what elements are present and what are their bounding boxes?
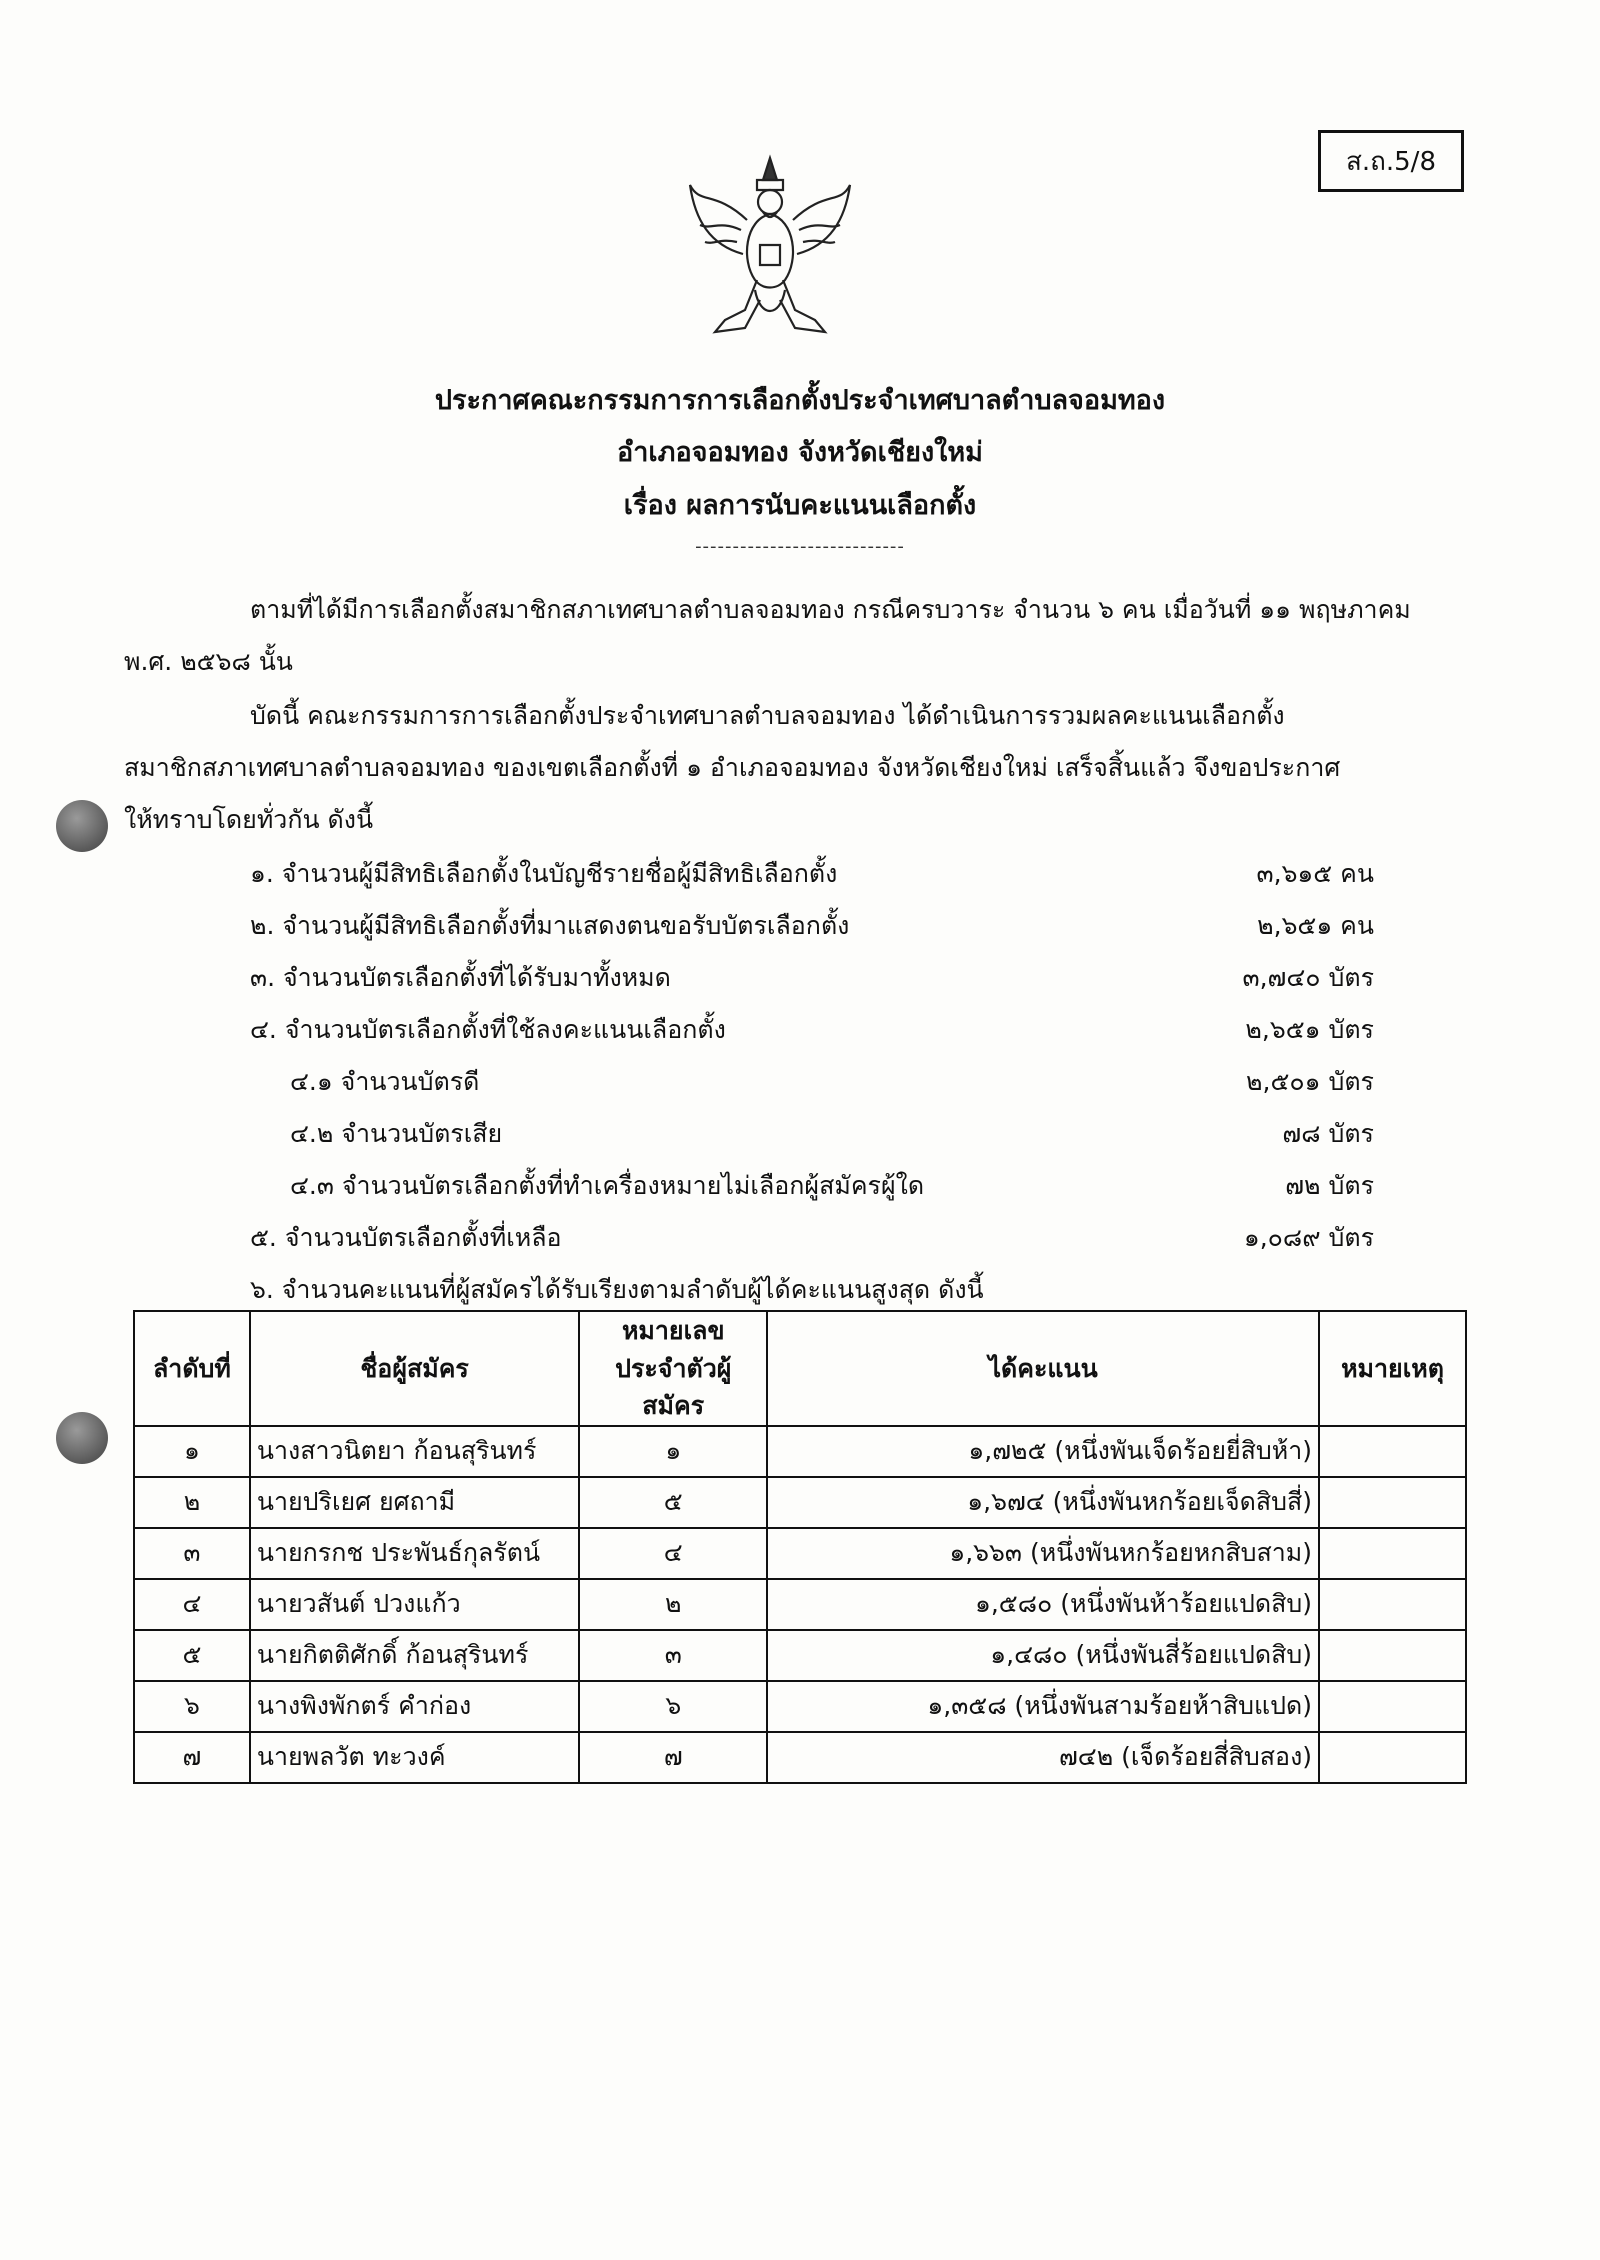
header-candidate-number-line-1: หมายเลข xyxy=(621,1316,725,1345)
cell-candidate-name: นายกรกช ประพันธ์กุลรัตน์ xyxy=(250,1528,579,1579)
cell-candidate-number: ๑ xyxy=(579,1426,767,1477)
announcement-title: ประกาศคณะกรรมการการเลือกตั้งประจำเทศบาลตำบลจอมทอง xyxy=(434,385,1166,416)
results-table xyxy=(133,1310,1467,1784)
paragraph-1-line-2: พ.ศ. ๒๕๖๘ นั้น xyxy=(124,647,293,676)
summary-subitem-value: ๗๘ บัตร xyxy=(1282,1119,1374,1148)
summary-item-value: ๑,๐๘๙ บัตร xyxy=(1243,1223,1374,1252)
cell-candidate-name: นายปริเยศ ยศถามี xyxy=(250,1477,579,1528)
title-divider: ---------------------------- xyxy=(695,536,905,557)
summary-subitem-label: ๔.๑ จำนวนบัตรดี xyxy=(290,1067,480,1096)
summary-item-label: ๓. จำนวนบัตรเลือกตั้งที่ได้รับมาทั้งหมด xyxy=(250,963,671,992)
cell-rank: ๖ xyxy=(134,1681,250,1732)
garuda-emblem-icon xyxy=(675,150,865,340)
cell-candidate-number: ๖ xyxy=(579,1681,767,1732)
cell-score: ๗๔๒ (เจ็ดร้อยสี่สิบสอง) xyxy=(767,1732,1319,1783)
cell-candidate-name: นายวสันต์ ปวงแก้ว xyxy=(250,1579,579,1630)
table-row xyxy=(134,1579,1466,1630)
summary-item-label: ๑. จำนวนผู้มีสิทธิเลือกตั้งในบัญชีรายชื่อผู้มีสิทธิเลือกตั้ง xyxy=(250,859,838,888)
header-candidate-number xyxy=(579,1311,767,1426)
summary-item-value: ๓,๗๔๐ บัตร xyxy=(1242,963,1374,992)
header-note: หมายเหตุ xyxy=(1319,1311,1466,1426)
summary-subitem-label: ๔.๓ จำนวนบัตรเลือกตั้งที่ทำเครื่องหมายไม่เลือกผู้สมัครผู้ใด xyxy=(290,1171,925,1200)
table-row xyxy=(134,1477,1466,1528)
paragraph-1-line-1: ตามที่ได้มีการเลือกตั้งสมาชิกสภาเทศบาลตำบลจอมทอง กรณีครบวาระ จำนวน ๖ คน เมื่อวันที่ ๑๑ พฤษภาคม xyxy=(250,595,1411,624)
cell-score: ๑,๓๕๘ (หนึ่งพันสามร้อยห้าสิบแปด) xyxy=(767,1681,1319,1732)
summary-subitem-value: ๒,๕๐๑ บัตร xyxy=(1246,1067,1374,1096)
summary-item-value: ๒,๖๕๑ คน xyxy=(1257,911,1374,940)
summary-item-label: ๔. จำนวนบัตรเลือกตั้งที่ใช้ลงคะแนนเลือกตั้ง xyxy=(250,1015,726,1044)
punch-hole xyxy=(56,800,108,852)
table-row xyxy=(134,1426,1466,1477)
cell-candidate-number: ๓ xyxy=(579,1630,767,1681)
cell-score: ๑,๖๖๓ (หนึ่งพันหกร้อยหกสิบสาม) xyxy=(767,1528,1319,1579)
cell-score: ๑,๗๒๕ (หนึ่งพันเจ็ดร้อยยี่สิบห้า) xyxy=(767,1426,1319,1477)
cell-rank: ๗ xyxy=(134,1732,250,1783)
cell-note xyxy=(1319,1630,1466,1681)
form-code-box: ส.ถ.5/8 xyxy=(1318,130,1464,192)
cell-candidate-number: ๔ xyxy=(579,1528,767,1579)
table-row xyxy=(134,1732,1466,1783)
header-candidate-name: ชื่อผู้สมัคร xyxy=(250,1311,579,1426)
cell-rank: ๑ xyxy=(134,1426,250,1477)
cell-candidate-number: ๒ xyxy=(579,1579,767,1630)
cell-note xyxy=(1319,1426,1466,1477)
punch-hole xyxy=(56,1412,108,1464)
cell-score: ๑,๔๘๐ (หนึ่งพันสี่ร้อยแปดสิบ) xyxy=(767,1630,1319,1681)
cell-note xyxy=(1319,1579,1466,1630)
table-row xyxy=(134,1528,1466,1579)
cell-score: ๑,๖๗๔ (หนึ่งพันหกร้อยเจ็ดสิบสี่) xyxy=(767,1477,1319,1528)
paragraph-2-line-1: บัดนี้ คณะกรรมการการเลือกตั้งประจำเทศบาลตำบลจอมทอง ได้ดำเนินการรวมผลคะแนนเลือกตั้ง xyxy=(250,701,1285,730)
cell-rank: ๒ xyxy=(134,1477,250,1528)
cell-note xyxy=(1319,1732,1466,1783)
header-candidate-number-line-2: ประจำตัวผู้สมัคร xyxy=(615,1353,732,1420)
summary-subitem-value: ๗๒ บัตร xyxy=(1285,1171,1374,1200)
summary-item-label: ๒. จำนวนผู้มีสิทธิเลือกตั้งที่มาแสดงตนขอรับบัตรเลือกตั้ง xyxy=(250,911,850,940)
table-row xyxy=(134,1681,1466,1732)
cell-candidate-name: นางพิงพักตร์ คำก่อง xyxy=(250,1681,579,1732)
header-score: ได้คะแนน xyxy=(767,1311,1319,1426)
cell-candidate-name: นางสาวนิตยา ก้อนสุรินทร์ xyxy=(250,1426,579,1477)
paragraph-2-line-2: สมาชิกสภาเทศบาลตำบลจอมทอง ของเขตเลือกตั้งที่ ๑ อำเภอจอมทอง จังหวัดเชียงใหม่ เสร็จสิ้นแล้ว จึงขอประกาศ xyxy=(124,753,1341,782)
cell-rank: ๕ xyxy=(134,1630,250,1681)
summary-subitem-label: ๔.๒ จำนวนบัตรเสีย xyxy=(290,1119,503,1148)
cell-score: ๑,๕๘๐ (หนึ่งพันห้าร้อยแปดสิบ) xyxy=(767,1579,1319,1630)
cell-candidate-number: ๕ xyxy=(579,1477,767,1528)
summary-item-value: ๒,๖๕๑ บัตร xyxy=(1245,1015,1374,1044)
summary-item-label: ๕. จำนวนบัตรเลือกตั้งที่เหลือ xyxy=(250,1223,562,1252)
header-rank: ลำดับที่ xyxy=(134,1311,250,1426)
cell-candidate-name: นายกิตติศักดิ์ ก้อนสุรินทร์ xyxy=(250,1630,579,1681)
cell-candidate-name: นายพลวัต ทะวงค์ xyxy=(250,1732,579,1783)
summary-item-value: ๓,๖๑๕ คน xyxy=(1256,859,1374,888)
table-row xyxy=(134,1630,1466,1681)
paragraph-2-line-3: ให้ทราบโดยทั่วกัน ดังนี้ xyxy=(124,805,374,834)
announcement-location: อำเภอจอมทอง จังหวัดเชียงใหม่ xyxy=(617,437,983,468)
cell-note xyxy=(1319,1528,1466,1579)
cell-note xyxy=(1319,1477,1466,1528)
announcement-subject: เรื่อง ผลการนับคะแนนเลือกตั้ง xyxy=(623,490,977,521)
cell-candidate-number: ๗ xyxy=(579,1732,767,1783)
cell-note xyxy=(1319,1681,1466,1732)
results-table-caption: ๖. จำนวนคะแนนที่ผู้สมัครได้รับเรียงตามลำดับผู้ได้คะแนนสูงสุด ดังนี้ xyxy=(250,1275,984,1304)
table-header-row xyxy=(134,1311,1466,1426)
cell-rank: ๓ xyxy=(134,1528,250,1579)
cell-rank: ๔ xyxy=(134,1579,250,1630)
